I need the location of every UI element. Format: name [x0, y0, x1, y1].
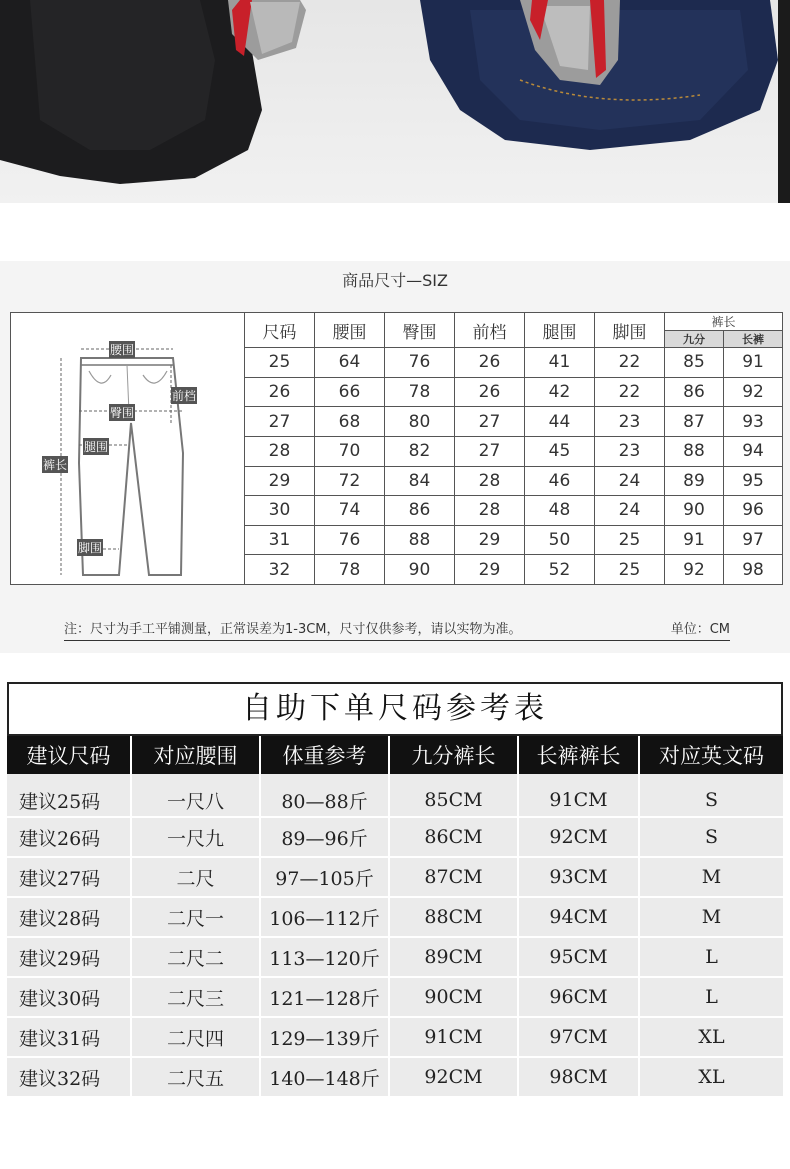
- product-photo: [0, 0, 790, 203]
- table-cell: 31: [245, 525, 315, 555]
- table-row: [245, 436, 783, 466]
- table-cell: 44: [525, 407, 595, 437]
- table-cell: 48: [525, 496, 595, 526]
- table-cell: 91CM: [519, 774, 640, 818]
- rec-header-cropped-length: 九分裤长: [390, 736, 519, 774]
- table-cell: 93: [724, 407, 783, 437]
- size-chart-title: 商品尺寸—SIZ: [342, 271, 448, 290]
- table-cell: 建议29码: [7, 938, 132, 978]
- table-cell: 84: [385, 466, 455, 496]
- table-cell: 27: [245, 407, 315, 437]
- table-cell: 90: [665, 496, 724, 526]
- table-cell: 一尺八: [132, 774, 261, 818]
- table-cell: 25: [245, 348, 315, 378]
- table-cell: 一尺九: [132, 818, 261, 858]
- table-cell: 28: [245, 436, 315, 466]
- table-row: [245, 466, 783, 496]
- table-cell: 建议27码: [7, 858, 132, 898]
- table-cell: 97—105斤: [261, 858, 390, 898]
- table-cell: 建议26码: [7, 818, 132, 858]
- table-cell: 129—139斤: [261, 1018, 390, 1058]
- table-cell: 97: [724, 525, 783, 555]
- photo-edge-strip: [778, 0, 790, 203]
- rec-header-weight: 体重参考: [261, 736, 390, 774]
- table-cell: 28: [455, 496, 525, 526]
- table-cell: 78: [315, 555, 385, 585]
- table-cell: 140—148斤: [261, 1058, 390, 1098]
- table-cell: 52: [525, 555, 595, 585]
- table-cell: 88: [665, 436, 724, 466]
- rise-header: 前档: [455, 313, 525, 348]
- diagram-label-length: 裤长: [43, 458, 68, 472]
- table-cell: 82: [385, 436, 455, 466]
- table-cell: 89: [665, 466, 724, 496]
- measurement-note: [64, 618, 730, 641]
- table-cell: 建议32码: [7, 1058, 132, 1098]
- diagram-label-waist: 腰围: [110, 343, 135, 357]
- table-cell: 121—128斤: [261, 978, 390, 1018]
- table-row: [245, 407, 783, 437]
- pants-diagram: [10, 312, 245, 585]
- table-row: [7, 818, 783, 858]
- table-cell: 二尺二: [132, 938, 261, 978]
- table-row: [7, 898, 783, 938]
- table-cell: 二尺一: [132, 898, 261, 938]
- table-cell: 二尺: [132, 858, 261, 898]
- table-cell: 87CM: [390, 858, 519, 898]
- table-cell: 建议25码: [7, 774, 132, 818]
- length-full-header: 长裤: [724, 331, 783, 348]
- table-cell: 90: [385, 555, 455, 585]
- table-cell: 74: [315, 496, 385, 526]
- length-cropped-header: 九分: [665, 331, 724, 348]
- table-cell: 92CM: [390, 1058, 519, 1098]
- table-cell: 23: [595, 436, 665, 466]
- hip-header: 臀围: [385, 313, 455, 348]
- table-cell: S: [640, 818, 783, 858]
- table-cell: 92: [665, 555, 724, 585]
- table-cell: 86: [665, 377, 724, 407]
- table-cell: 88: [385, 525, 455, 555]
- table-cell: 92CM: [519, 818, 640, 858]
- table-cell: 76: [385, 348, 455, 378]
- table-cell: 45: [525, 436, 595, 466]
- table-cell: 91CM: [390, 1018, 519, 1058]
- table-cell: 89CM: [390, 938, 519, 978]
- table-cell: 二尺五: [132, 1058, 261, 1098]
- table-cell: 建议31码: [7, 1018, 132, 1058]
- table-cell: 24: [595, 496, 665, 526]
- table-cell: 42: [525, 377, 595, 407]
- table-cell: 30: [245, 496, 315, 526]
- rec-header-full-length: 长裤裤长: [519, 736, 640, 774]
- diagram-label-hip: 臀围: [110, 406, 135, 420]
- table-cell: 29: [245, 466, 315, 496]
- table-cell: 113—120斤: [261, 938, 390, 978]
- table-cell: 90CM: [390, 978, 519, 1018]
- table-cell: 29: [455, 525, 525, 555]
- table-cell: 建议28码: [7, 898, 132, 938]
- table-cell: 29: [455, 555, 525, 585]
- table-cell: 27: [455, 407, 525, 437]
- table-cell: L: [640, 978, 783, 1018]
- table-cell: XL: [640, 1018, 783, 1058]
- table-cell: L: [640, 938, 783, 978]
- table-cell: 68: [315, 407, 385, 437]
- table-cell: 66: [315, 377, 385, 407]
- table-cell: 98: [724, 555, 783, 585]
- diagram-label-thigh: 腿围: [84, 440, 109, 454]
- size-table: [244, 312, 783, 585]
- rec-header-waist: 对应腰围: [132, 736, 261, 774]
- size-header: 尺码: [245, 313, 315, 348]
- table-cell: 106—112斤: [261, 898, 390, 938]
- table-cell: XL: [640, 1058, 783, 1098]
- table-row: [245, 377, 783, 407]
- table-cell: 27: [455, 436, 525, 466]
- table-row: [7, 858, 783, 898]
- table-cell: 72: [315, 466, 385, 496]
- table-cell: 64: [315, 348, 385, 378]
- table-row: [7, 774, 783, 818]
- table-cell: 70: [315, 436, 385, 466]
- table-cell: 80—88斤: [261, 774, 390, 818]
- table-cell: S: [640, 774, 783, 818]
- table-cell: 95: [724, 466, 783, 496]
- table-row: [245, 525, 783, 555]
- table-cell: 26: [245, 377, 315, 407]
- table-cell: 25: [595, 525, 665, 555]
- table-cell: 85: [665, 348, 724, 378]
- table-cell: 78: [385, 377, 455, 407]
- table-cell: 92: [724, 377, 783, 407]
- table-row: [245, 555, 783, 585]
- length-group-header: 裤长: [665, 313, 783, 331]
- table-cell: 76: [315, 525, 385, 555]
- recommend-table: [7, 736, 783, 1098]
- table-cell: 86: [385, 496, 455, 526]
- table-cell: 26: [455, 377, 525, 407]
- waist-header: 腰围: [315, 313, 385, 348]
- table-cell: 26: [455, 348, 525, 378]
- rec-header-size: 建议尺码: [7, 736, 132, 774]
- table-cell: 85CM: [390, 774, 519, 818]
- table-cell: 46: [525, 466, 595, 496]
- table-cell: 97CM: [519, 1018, 640, 1058]
- table-cell: 87: [665, 407, 724, 437]
- table-cell: 23: [595, 407, 665, 437]
- table-row: [245, 496, 783, 526]
- jeans-illustration: [0, 0, 790, 203]
- table-cell: 建议30码: [7, 978, 132, 1018]
- thigh-header: 腿围: [525, 313, 595, 348]
- diagram-label-rise: 前档: [172, 389, 197, 403]
- table-cell: M: [640, 858, 783, 898]
- recommend-title: 自助下单尺码参考表: [7, 682, 783, 736]
- diagram-label-hem: 脚围: [78, 541, 103, 555]
- table-cell: 32: [245, 555, 315, 585]
- table-row: [7, 978, 783, 1018]
- table-cell: 96: [724, 496, 783, 526]
- table-cell: 91: [665, 525, 724, 555]
- table-cell: 41: [525, 348, 595, 378]
- table-cell: 94CM: [519, 898, 640, 938]
- table-cell: 89—96斤: [261, 818, 390, 858]
- table-row: [7, 1058, 783, 1098]
- rec-header-letter-size: 对应英文码: [640, 736, 783, 774]
- table-row: [7, 1018, 783, 1058]
- table-cell: 95CM: [519, 938, 640, 978]
- table-cell: 28: [455, 466, 525, 496]
- table-cell: 88CM: [390, 898, 519, 938]
- table-row: [245, 348, 783, 378]
- table-cell: M: [640, 898, 783, 938]
- hem-header: 脚围: [595, 313, 665, 348]
- table-row: [7, 938, 783, 978]
- table-cell: 93CM: [519, 858, 640, 898]
- table-cell: 二尺三: [132, 978, 261, 1018]
- note-text: 注：尺寸为手工平铺测量，正常误差为1-3CM，尺寸仅供参考，请以实物为准。: [64, 622, 522, 637]
- table-cell: 24: [595, 466, 665, 496]
- table-cell: 二尺四: [132, 1018, 261, 1058]
- table-cell: 96CM: [519, 978, 640, 1018]
- unit-text: 单位：CM: [670, 622, 730, 637]
- table-cell: 94: [724, 436, 783, 466]
- table-cell: 22: [595, 377, 665, 407]
- table-cell: 91: [724, 348, 783, 378]
- table-cell: 22: [595, 348, 665, 378]
- table-cell: 86CM: [390, 818, 519, 858]
- table-cell: 98CM: [519, 1058, 640, 1098]
- table-cell: 80: [385, 407, 455, 437]
- table-cell: 50: [525, 525, 595, 555]
- table-cell: 25: [595, 555, 665, 585]
